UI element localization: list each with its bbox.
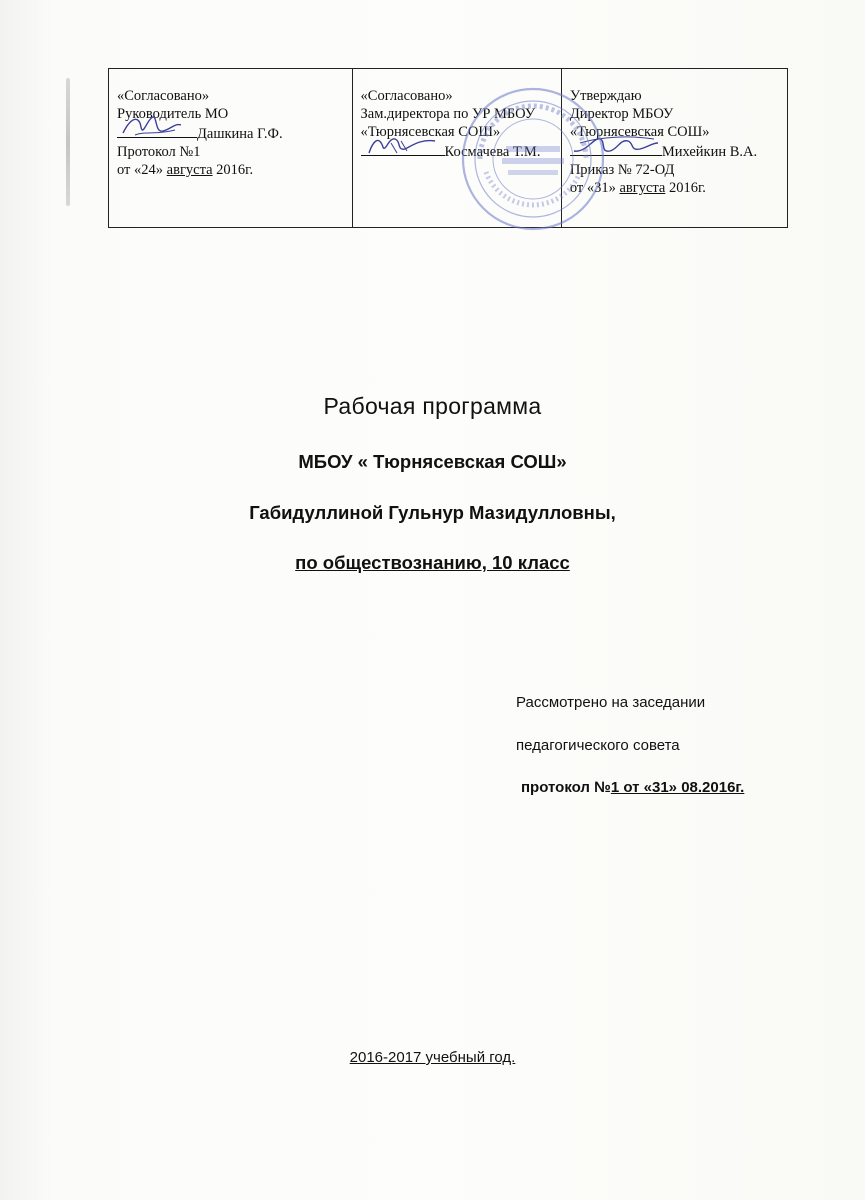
agreed-mo-title: «Согласовано» [117, 88, 210, 104]
approve-signature-line [570, 141, 781, 161]
agreed-mo-date-prefix: от «24» [117, 162, 167, 178]
agreed-deputy-cell [352, 69, 561, 228]
approve-name: Михейкин В.А. [661, 144, 758, 160]
approve-order: Приказ № 72-ОД [569, 162, 675, 178]
signature-mo-icon [117, 123, 197, 138]
subject-line: по обществознанию, 10 класс [295, 552, 570, 573]
agreed-deputy-name: Космачева Т.М. [444, 144, 541, 160]
agreed-mo-cell [109, 69, 353, 228]
approve-date-suffix: 2016г. [665, 180, 706, 196]
document-title: Рабочая программа [323, 393, 542, 419]
review-protocol-date: 1 от «31» 08.2016г. [610, 779, 745, 796]
school-name: МБОУ « Тюрнясевская СОШ» [298, 451, 567, 472]
review-line-1: Рассмотрено на заседании [516, 694, 706, 711]
signature-deputy-icon [361, 141, 445, 156]
agreed-mo-role: Руководитель МО [117, 106, 229, 122]
agreed-mo-protocol: Протокол №1 [117, 144, 201, 160]
approve-date [570, 179, 781, 197]
agreed-mo-date-month: августа [166, 162, 213, 178]
approve-date-prefix: от «31» [569, 180, 620, 196]
agreed-deputy-title: «Согласовано» [360, 88, 453, 104]
approve-director-cell [561, 69, 787, 228]
approve-title: Утверждаю [569, 88, 642, 104]
approve-school: «Тюрнясевская СОШ» [569, 124, 710, 140]
approve-role: Директор МБОУ [569, 106, 674, 122]
review-protocol-line [521, 779, 744, 796]
signature-director-icon [570, 141, 662, 156]
agreed-mo-signature-line [117, 123, 346, 143]
agreed-deputy-signature-line [361, 141, 555, 161]
review-line-2: педагогического совета [516, 737, 680, 754]
agreed-deputy-school: «Тюрнясевская СОШ» [360, 124, 501, 140]
review-protocol-prefix: протокол № [521, 779, 611, 796]
approval-table [108, 68, 788, 228]
scan-edge-mark [66, 78, 70, 206]
agreed-mo-date-suffix: 2016г. [212, 162, 254, 178]
approve-date-month: августа [619, 180, 666, 196]
teacher-name: Габидуллиной Гульнур Мазидулловны, [249, 502, 616, 523]
agreed-deputy-role: Зам.директора по УР МБОУ [360, 106, 536, 122]
agreed-mo-date [117, 161, 346, 179]
academic-year: 2016-2017 учебный год. [349, 1049, 516, 1066]
agreed-mo-name: Дашкина Г.Ф. [197, 126, 283, 142]
